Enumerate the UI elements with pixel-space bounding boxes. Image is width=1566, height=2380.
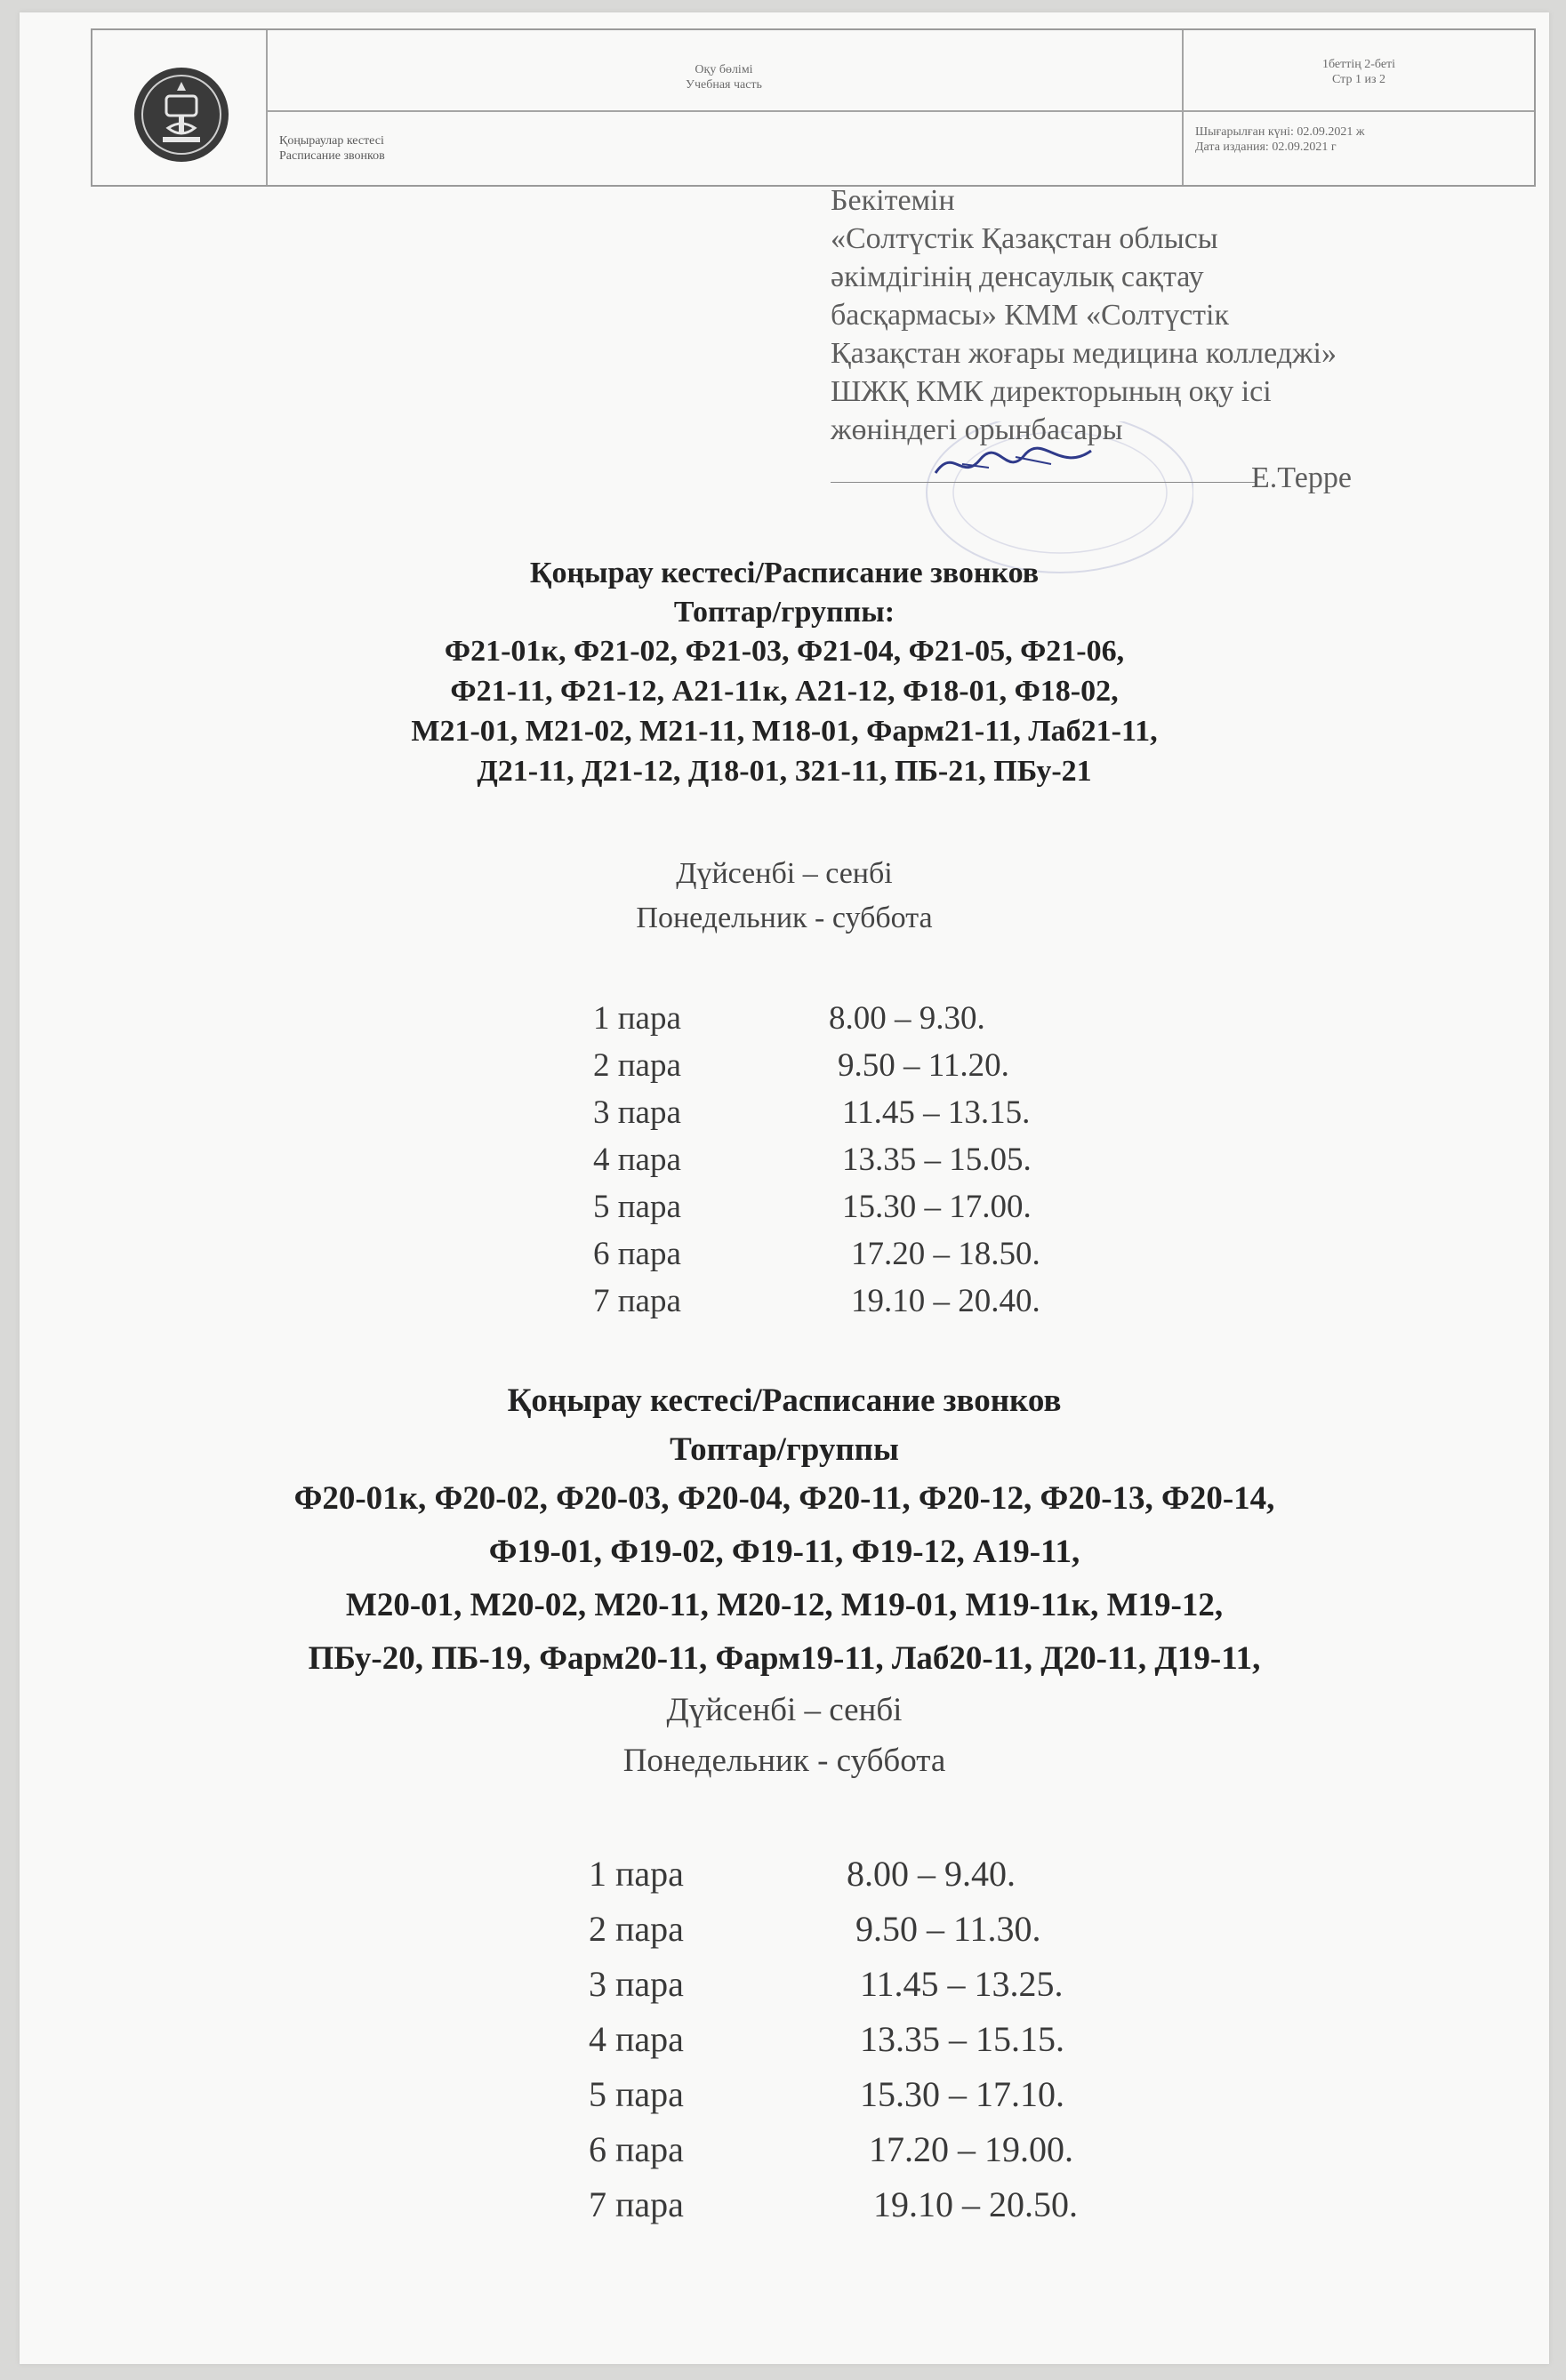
pair-time: 15.30 – 17.10. xyxy=(860,2074,1064,2114)
section1-groups-label: Топтар/группы: xyxy=(673,596,895,629)
department-cell xyxy=(266,62,1182,92)
section2-schedule xyxy=(589,1853,1229,2244)
pair-label: 3 пара xyxy=(589,1964,684,2004)
pair-time: 13.35 – 15.05. xyxy=(842,1142,1032,1178)
section2-days-kz: Дүйсенбі – сенбі xyxy=(666,1692,903,1728)
issued-ru: Дата издания: 02.09.2021 г xyxy=(1195,140,1337,154)
section2-groups-label: Топтар/группы xyxy=(670,1431,899,1468)
doc-title-kz: Қоңыраулар кестесі xyxy=(279,134,384,148)
pair-label: 4 пара xyxy=(593,1142,681,1178)
section2-groups-line: Ф19-01, Ф19-02, Ф19-11, Ф19-12, А19-11, xyxy=(488,1534,1080,1570)
approval-line: басқармасы» КММ «Солтүстік xyxy=(831,299,1229,332)
pair-time: 9.50 – 11.30. xyxy=(855,1909,1041,1949)
page-ru: Стр 1 из 2 xyxy=(1332,73,1385,86)
pair-label: 3 пара xyxy=(593,1094,681,1131)
document-page xyxy=(20,12,1549,2364)
pair-label: 2 пара xyxy=(593,1047,681,1084)
pair-label: 5 пара xyxy=(589,2074,684,2114)
section1-groups-line: Ф21-11, Ф21-12, А21-11к, А21-12, Ф18-01, Ф18-02, xyxy=(450,675,1119,708)
header-divider xyxy=(266,110,1534,112)
pair-label: 4 пара xyxy=(589,2019,684,2059)
pair-time: 8.00 – 9.40. xyxy=(847,1854,1016,1894)
section1-schedule xyxy=(593,999,1216,1337)
section2-groups-line: М20-01, М20-02, М20-11, М20-12, М19-01, М19-11к, М19-12, xyxy=(345,1587,1224,1623)
issued-kz: Шығарылған күні: 02.09.2021 ж xyxy=(1195,125,1365,139)
page-kz: 1беттің 2-беті xyxy=(1321,58,1396,71)
pair-time: 17.20 – 19.00. xyxy=(869,2129,1073,2169)
pair-label: 7 пара xyxy=(593,1283,681,1319)
pair-time: 19.10 – 20.40. xyxy=(851,1283,1040,1319)
section2-groups-line: Ф20-01к, Ф20-02, Ф20-03, Ф20-04, Ф20-11, Ф20-12, Ф20-13, Ф20-14, xyxy=(293,1480,1275,1517)
pair-time: 15.30 – 17.00. xyxy=(842,1189,1032,1225)
header-divider xyxy=(1182,30,1184,185)
pair-time: 9.50 – 11.20. xyxy=(838,1047,1009,1084)
section2-groups-line: ПБу-20, ПБ-19, Фарм20-11, Фарм19-11, Лаб20-11, Д20-11, Д19-11, xyxy=(308,1640,1261,1677)
approval-line: Бекітемін xyxy=(831,184,955,217)
pair-time: 11.45 – 13.15. xyxy=(842,1094,1031,1131)
pair-label: 6 пара xyxy=(589,2129,684,2169)
issue-date-cell xyxy=(1195,124,1365,155)
pair-time: 8.00 – 9.30. xyxy=(829,1000,985,1037)
section1-groups-line: Д21-11, Д21-12, Д18-01, З21-11, ПБ-21, ПБу-21 xyxy=(477,755,1092,788)
pair-label: 1 пара xyxy=(589,1854,684,1894)
doc-title-ru: Расписание звонков xyxy=(279,149,385,163)
signer-name: Е.Терре xyxy=(1251,461,1352,494)
section1-groups-line: Ф21-01к, Ф21-02, Ф21-03, Ф21-04, Ф21-05, Ф21-06, xyxy=(444,635,1125,668)
pair-label: 6 пара xyxy=(593,1236,681,1272)
pair-time: 19.10 – 20.50. xyxy=(873,2184,1078,2224)
section1-groups-line: М21-01, М21-02, М21-11, М18-01, Фарм21-11, Лаб21-11, xyxy=(411,715,1158,748)
pair-time: 13.35 – 15.15. xyxy=(860,2019,1064,2059)
document-title-cell xyxy=(279,133,385,164)
college-logo-icon xyxy=(133,66,230,164)
pair-label: 1 пара xyxy=(593,1000,681,1037)
document-header xyxy=(91,28,1536,187)
page-number-cell xyxy=(1182,57,1536,87)
pair-time: 17.20 – 18.50. xyxy=(851,1236,1040,1272)
department-ru: Учебная часть xyxy=(686,78,762,92)
header-divider xyxy=(266,30,268,185)
pair-time: 11.45 – 13.25. xyxy=(860,1964,1064,2004)
approval-line: «Солтүстік Қазақстан облысы xyxy=(831,222,1218,255)
pair-label: 7 пара xyxy=(589,2184,684,2224)
pair-label: 2 пара xyxy=(589,1909,684,1949)
department-kz: Оқу бөлімі xyxy=(695,63,753,76)
pair-label: 5 пара xyxy=(593,1189,681,1225)
approval-line: ШЖҚ КМК директорының оқу ісі xyxy=(831,375,1272,408)
section2-days-ru: Понедельник - суббота xyxy=(622,1743,946,1779)
approval-line: жөніндегі орынбасары xyxy=(831,413,1123,446)
approval-block xyxy=(831,181,1542,449)
approval-line: әкімдігінің денсаулық сақтау xyxy=(831,260,1204,293)
signature-icon xyxy=(927,437,1104,491)
section1-days-ru: Понедельник - суббота xyxy=(636,902,933,934)
approval-line: Қазақстан жоғары медицина колледжі» xyxy=(831,337,1337,370)
section1-days-kz: Дүйсенбі – сенбі xyxy=(676,857,893,890)
signature-line xyxy=(831,482,1256,483)
section1-title: Қоңырау кестесі/Расписание звонков xyxy=(529,557,1040,589)
section2-title: Қоңырау кестесі/Расписание звонков xyxy=(507,1382,1062,1419)
